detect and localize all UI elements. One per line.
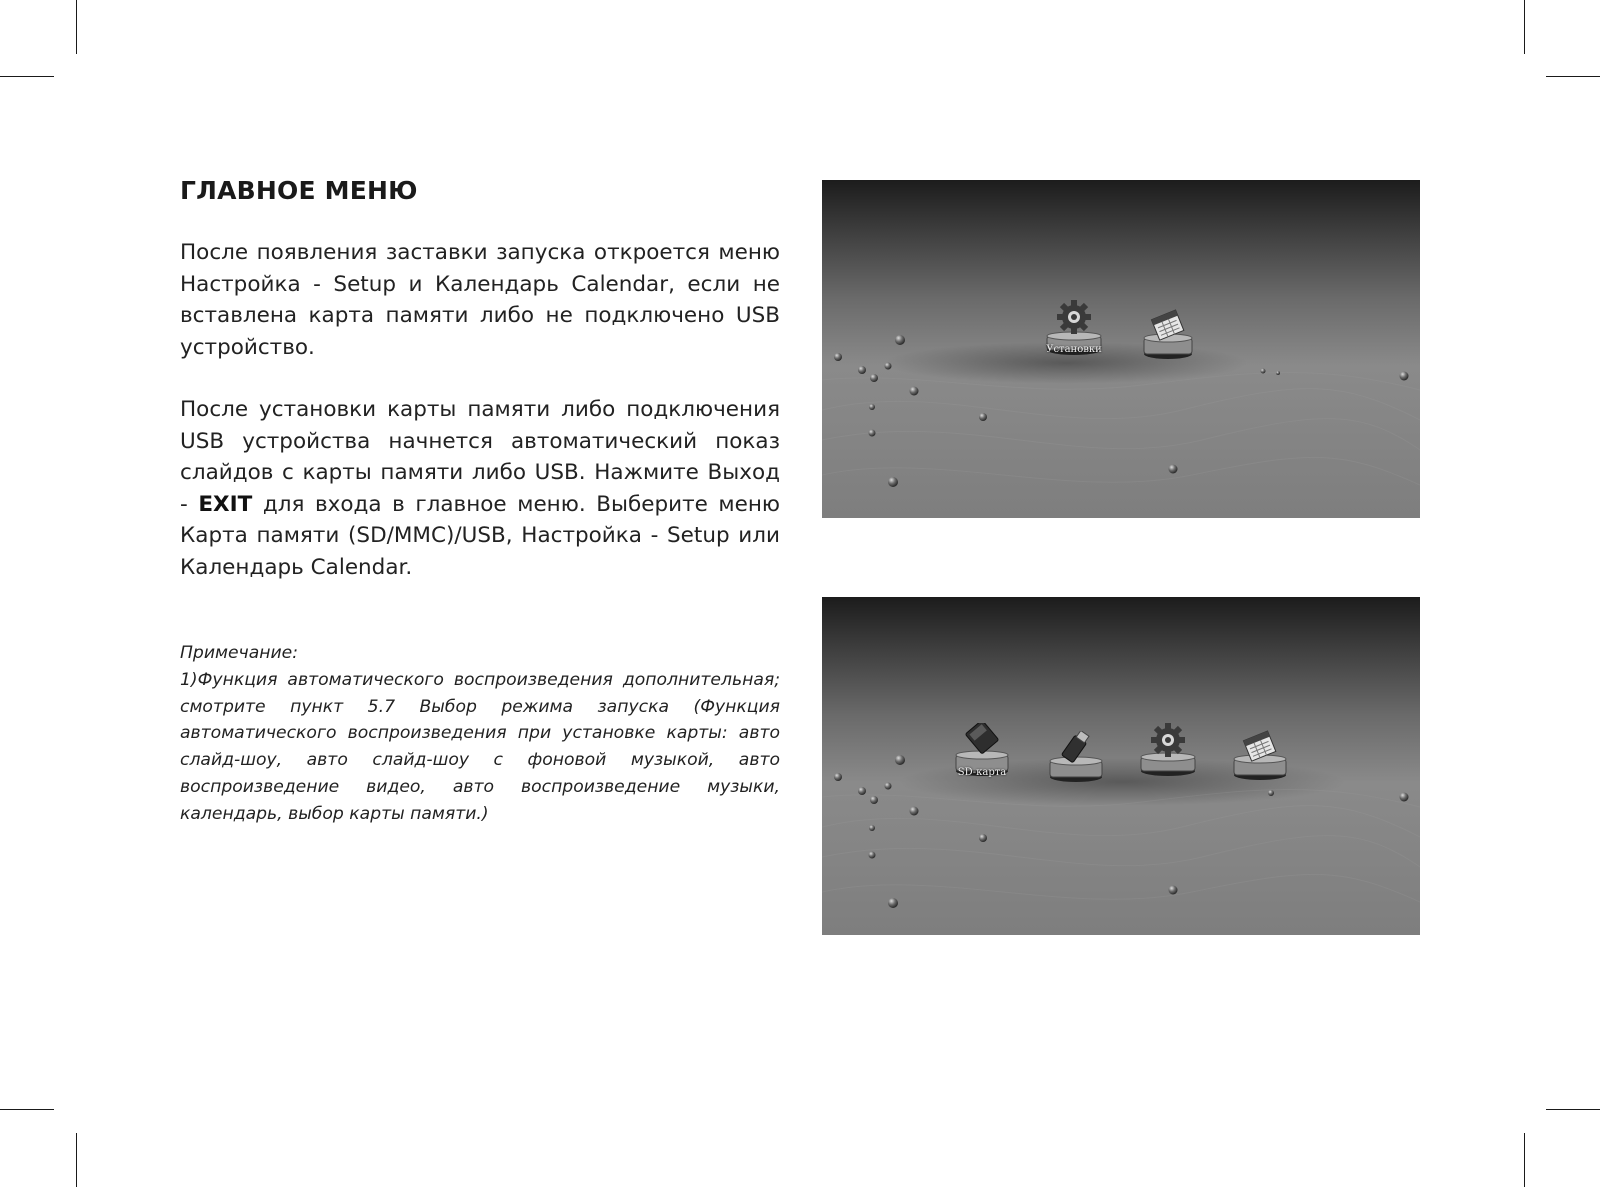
menu-item-setup[interactable] bbox=[1046, 300, 1102, 356]
crop-mark bbox=[0, 76, 54, 77]
calendar-icon bbox=[1140, 308, 1196, 364]
crop-mark bbox=[1546, 76, 1600, 77]
crop-mark bbox=[1524, 0, 1525, 54]
menu-item-setup[interactable] bbox=[1140, 723, 1196, 779]
text-column bbox=[180, 176, 780, 828]
note-title: Примечание: bbox=[180, 643, 299, 663]
note-text: 1)Функция автоматического воспроизведения дополнительная; смотрите пункт 5.7 Выбор режима запуска (Функция автоматического воспроизведения при установке карты: авто слайд-шоу, авто слайд-шоу с фоновой музыкой, авто воспроизведение видео, авто воспроизведение музыки, календарь, выбор карты памяти.) bbox=[180, 669, 780, 824]
screen-background bbox=[822, 180, 1420, 518]
menu-screenshot-setup-calendar bbox=[822, 180, 1420, 518]
note-block bbox=[180, 640, 780, 828]
gear-icon bbox=[1140, 723, 1196, 779]
menu-item-calendar[interactable] bbox=[1140, 308, 1196, 364]
usb-drive-icon bbox=[1048, 731, 1104, 787]
screen-background bbox=[822, 597, 1420, 935]
paragraph-intro: После появления заставки запуска откроется меню Настройка - Setup и Календарь Calendar, если не вставлена карта памяти либо не подключено USB устройство. bbox=[180, 240, 780, 360]
menu-item-sd-card[interactable] bbox=[954, 723, 1010, 779]
crop-mark bbox=[0, 1109, 54, 1110]
menu-item-label: SD-карта bbox=[957, 767, 1007, 778]
crop-mark bbox=[76, 1133, 77, 1187]
exit-key-label: EXIT bbox=[198, 491, 253, 517]
crop-mark bbox=[1546, 1109, 1600, 1110]
paragraph-slideshow-part2: для входа в главное меню. Выберите меню Карта памяти (SD/MMC)/USB, Настройка - Setup или Календарь Calendar. bbox=[180, 491, 780, 580]
paragraph-slideshow-part1: После установки карты памяти либо подключения USB устройства начнется автоматический показ слайдов с карты памяти либо USB. Нажмите Выход - bbox=[180, 397, 780, 517]
menu-screenshot-all-items bbox=[822, 597, 1420, 935]
menu-item-calendar[interactable] bbox=[1232, 729, 1288, 785]
menu-item-usb[interactable] bbox=[1048, 731, 1104, 787]
page-title: ГЛАВНОЕ МЕНЮ bbox=[180, 176, 418, 205]
menu-item-label: Установки bbox=[1046, 344, 1102, 355]
paragraph-slideshow bbox=[180, 394, 780, 583]
calendar-icon bbox=[1232, 729, 1288, 785]
crop-mark bbox=[1524, 1133, 1525, 1187]
crop-mark bbox=[76, 0, 77, 54]
